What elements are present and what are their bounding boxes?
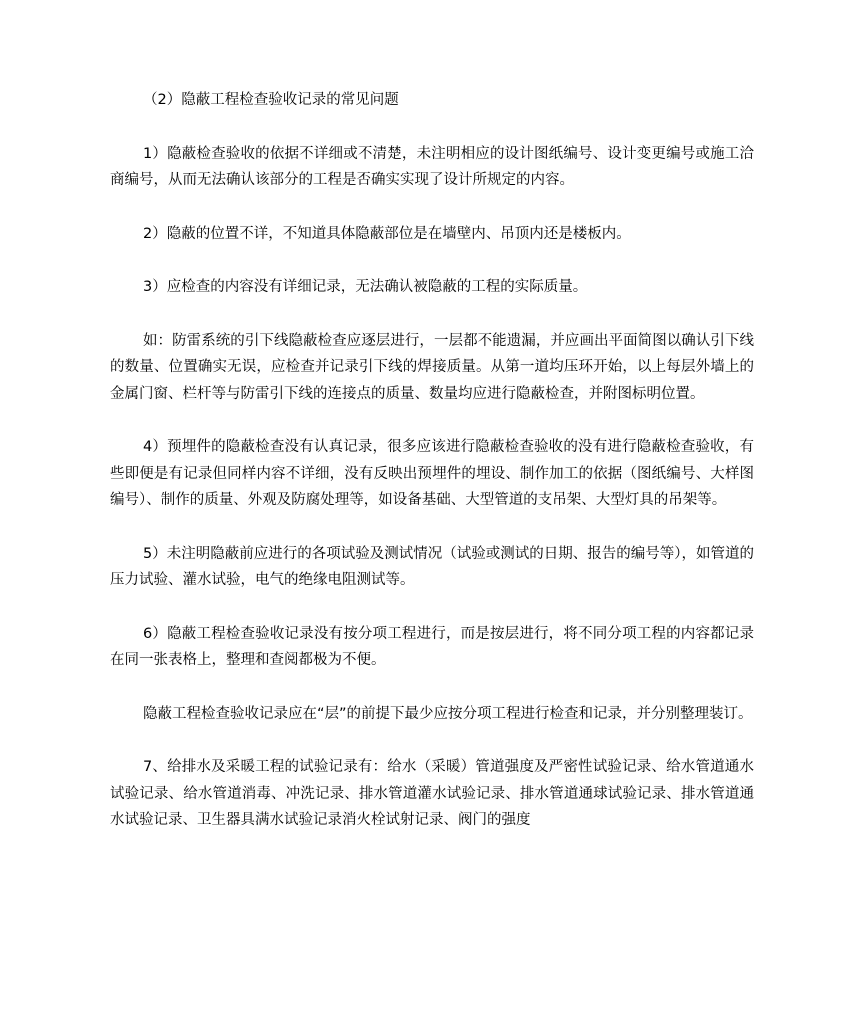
paragraph-item-4: 4）预埋件的隐蔽检查没有认真记录，很多应该进行隐蔽检查验收的没有进行隐蔽检查验收，有些即便是有记录但同样内容不详细，没有反映出预埋件的埋设、制作加工的依据（图纸编号、大样图编号）、制作的质量、外观及防腐处理等，如设备基础、大型管道的支吊架、大型灯具的吊架等。 <box>110 439 754 508</box>
paragraph-item-1: 1）隐蔽检查验收的依据不详细或不清楚，未注明相应的设计图纸编号、设计变更编号或施工洽商编号，从而无法确认该部分的工程是否确实实现了设计所规定的内容。 <box>110 145 754 188</box>
paragraph-item-5: 5）未注明隐蔽前应进行的各项试验及测试情况（试验或测试的日期、报告的编号等），如管道的压力试验、灌水试验，电气的绝缘电阻测试等。 <box>110 545 754 588</box>
paragraph-item-2: 2）隐蔽的位置不详，不知道具体隐蔽部位是在墙壁内、吊顶内还是楼板内。 <box>143 225 631 242</box>
paragraph-note: 隐蔽工程检查验收记录应在“层”的前提下最少应按分项工程进行检查和记录，并分别整理装订。 <box>143 705 753 722</box>
paragraph-example: 如：防雷系统的引下线隐蔽检查应逐层进行，一层都不能遗漏，并应画出平面简图以确认引下线的数量、位置确实无误，应检查并记录引下线的焊接质量。从第一道均压环开始，以上每层外墙上的金属门窗、栏杆等与防雷引下线的连接点的质量、数量均应进行隐蔽检查，并附图标明位置。 <box>110 332 754 402</box>
paragraph-item-7: 7、给排水及采暖工程的试验记录有：给水（采暖）管道强度及严密性试验记录、给水管道通水试验记录、给水管道消毒、冲洗记录、排水管道灌水试验记录、排水管道通球试验记录、排水管道通水试验记录、卫生器具满水试验记录消火栓试射记录、阀门的强度 <box>110 759 754 828</box>
paragraph-item-3: 3）应检查的内容没有详细记录，无法确认被隐蔽的工程的实际质量。 <box>143 279 588 295</box>
paragraph-item-6: 6）隐蔽工程检查验收记录没有按分项工程进行，而是按层进行，将不同分项工程的内容都记录在同一张表格上，整理和查阅都极为不便。 <box>110 625 754 668</box>
section-heading: （2）隐蔽工程检查验收记录的常见问题 <box>143 92 399 108</box>
document-body <box>110 87 754 861</box>
